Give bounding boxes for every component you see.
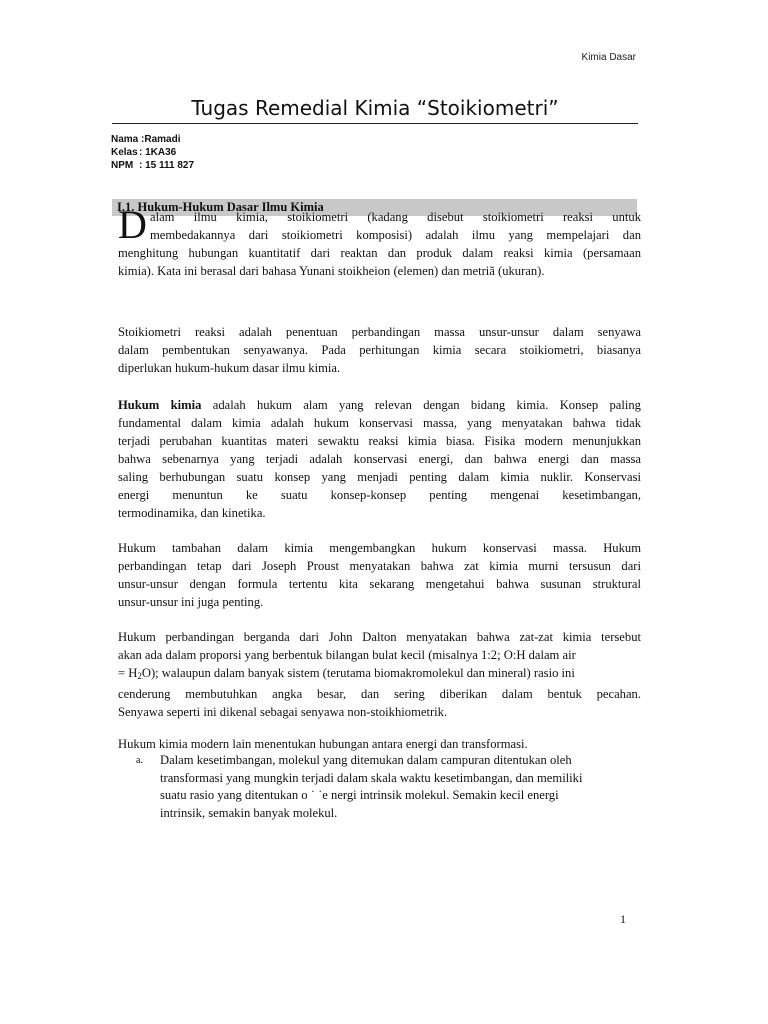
paragraph-line: cenderung membutuhkan angka besar, dan sering diberikan dalam bentuk pecahan. [118,687,641,701]
document-title: Tugas Remedial Kimia “Stoikiometri” [191,96,559,120]
student-info [111,133,194,172]
student-name-row [111,133,194,146]
paragraph-perbandingan-berganda [118,628,641,721]
paragraph-line: Hukum perbandingan berganda dari John Dalton menyatakan bahwa zat-zat kimia tersebut [118,630,641,644]
paragraph-line: saling berhubungan suatu konsep yang menjadi penting dalam kimia nuklir. Konservasi [118,470,641,484]
name-value: :Ramadi [141,134,181,145]
paragraph-line: diperlukan hukum-hukum dasar ilmu kimia. [118,361,341,375]
paragraph-line [118,664,641,685]
page-number: 1 [620,912,626,926]
bold-term: Hukum kimia [118,398,202,412]
paragraph-line: Hukum kimia modern lain menentukan hubungan antara energi dan transformasi. [118,737,528,751]
student-npm-row [111,159,194,172]
paragraph-line: Senyawa seperti ini dikenal sebagai senyawa non-stoikhiometrik. [118,705,448,719]
paragraph-intro [118,210,641,280]
paragraph-line: energi menuntun ke suatu konsep-konsep penting mengenai kesetimbangan, [118,488,641,502]
paragraph-line: membedakannya dari stoikiometri komposisi) adalah ilmu yang mempelajari dan [150,228,641,242]
subscript: 2 [137,671,142,681]
line-text: adalah hukum alam yang relevan dengan bidang kimia. Konsep paling [212,398,641,412]
name-label: Nama [111,134,139,145]
paragraph-line: dalam pembentukan senyawanya. Pada perhitungan kimia secara stoikiometri, biasanya [118,343,641,357]
paragraph-hukum-tambahan [118,539,641,611]
running-header: Kimia Dasar [581,52,636,63]
paragraph-line: alam ilmu kimia, stoikiometri (kadang disebut stoikiometri reaksi untuk [150,210,641,224]
paragraph-line: Stoikiometri reaksi adalah penentuan perbandingan massa unsur-unsur dalam senyawa [118,325,641,339]
paragraph-line: menghitung hubungan kuantitatif dari reaktan dan produk dalam reaksi kimia (persamaan [118,246,641,260]
paragraph-line: perbandingan tetap dari Joseph Proust menyatakan bahwa zat kimia murni tersusun dari [118,559,641,573]
section-heading: I.1. Hukum-Hukum Dasar Ilmu Kimia [117,200,324,214]
paragraph-line: transformasi yang mungkin terjadi dalam skala waktu kesetimbangan, dan memiliki [160,770,583,785]
paragraph-line: kimia). Kata ini berasal dari bahasa Yunani stoikheion (elemen) dan metriã (ukuran). [118,264,545,278]
paragraph-hukum-modern [118,735,641,753]
class-value: : 1KA36 [139,147,177,158]
paragraph-line: bahwa sebenarnya yang terjadi adalah konservasi energi, dan bahwa energi dan massa [118,452,641,466]
npm-value: : 15 111 827 [139,160,195,171]
paragraph-line: intrinsik, semakin banyak molekul. [160,805,338,820]
drop-cap: D [118,202,147,247]
line-text: = H [118,666,138,680]
paragraph-line: akan ada dalam proporsi yang berbentuk bilangan bulat kecil (misalnya 1:2; O:H dalam air [118,648,576,662]
paragraph-line: terjadi perubahan kuantitas materi sewaktu reaksi kimia biasa. Fisika modern menunjukkan [118,434,641,448]
paragraph-stoikiometri-reaksi [118,323,641,377]
student-class-row [111,146,194,159]
paragraph-line: Dalam kesetimbangan, molekul yang ditemukan dalam campuran ditentukan oleh [160,753,572,767]
paragraph-line: termodinamika, dan kinetika. [118,506,266,520]
list-item-text [160,752,642,822]
list-item [136,752,642,822]
paragraph-line: Hukum tambahan dalam kimia mengembangkan hukum konservasi massa. Hukum [118,541,641,555]
title-underline [112,123,638,124]
paragraph-line: unsur-unsur dengan formula tertentu kita sekarang mengetahui bahwa susunan struktural [118,577,641,591]
paragraph-hukum-kimia [118,396,641,522]
list-marker: a. [136,755,143,766]
line-text: O); walaupun dalam banyak sistem (terutama biomakromolekul dan mineral) rasio ini [141,666,575,680]
class-label: Kelas [111,147,138,158]
npm-label: NPM [111,160,134,171]
paragraph-line: unsur-unsur ini juga penting. [118,595,264,609]
paragraph-line [118,396,641,414]
paragraph-line: suatu rasio yang ditentukan o ˙ ˙e nergi intrinsik molekul. Semakin kecil energi [160,788,559,802]
paragraph-line: fundamental dalam kimia adalah hukum konservasi massa, yang menyatakan bahwa tidak [118,416,641,430]
